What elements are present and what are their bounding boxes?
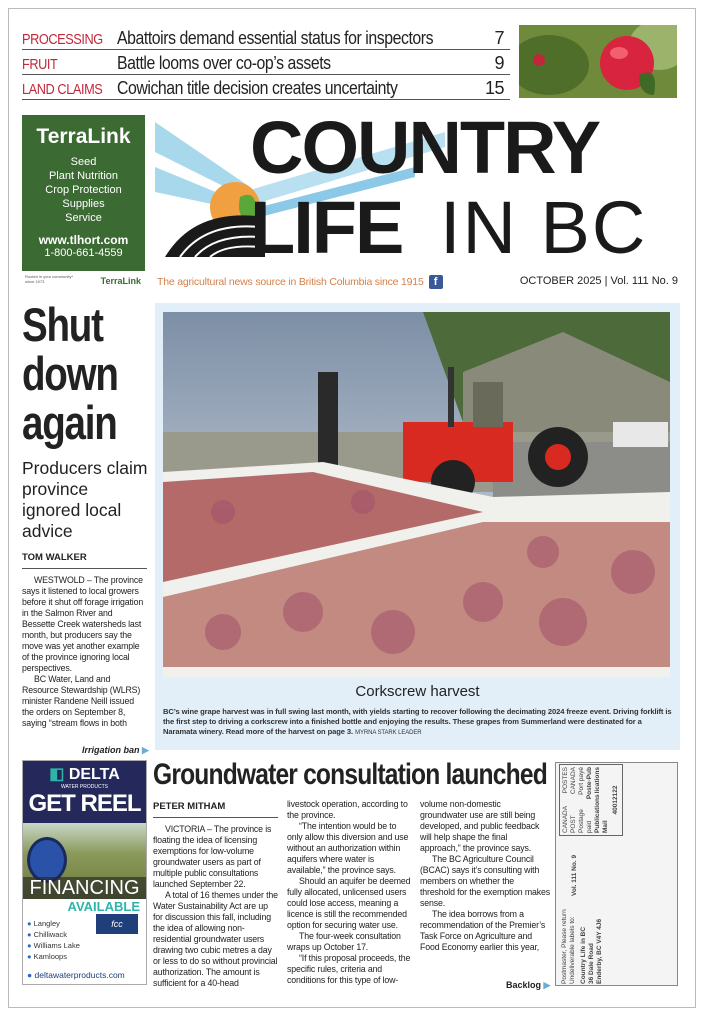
delta-water-ad[interactable] xyxy=(22,760,147,985)
teaser-page: 7 xyxy=(494,28,504,48)
delta-financing: FINANCING xyxy=(23,877,146,899)
delta-logo-icon: ◧ xyxy=(49,766,65,783)
paragraph: The four-week consultation wraps up October 17. xyxy=(287,931,401,952)
photo-feature xyxy=(155,303,680,750)
address-line: Country Life in BC xyxy=(580,926,587,984)
facebook-icon[interactable]: f xyxy=(429,275,443,289)
teaser-category: LAND CLAIMS xyxy=(22,81,103,98)
second-byline: PETER MITHAM xyxy=(153,801,278,818)
tagline-row xyxy=(157,275,443,289)
teaser-page: 9 xyxy=(494,53,504,73)
paragraph: The idea borrows from a recommendation of the Premier’s Task Force on Agriculture and Food Economy earlier this year, xyxy=(420,909,546,952)
paragraph: A total of 16 themes under the Water Sustainability Act are up for discussion this fall, including the idea of allowing non-residential groundwater users drawing two cubic metres a day or less to do so without provincial authorization. The amount is sufficient for a 40-head xyxy=(153,890,278,988)
arrow-right-icon: ▶ xyxy=(142,745,149,755)
masthead-title-life: LIFE xyxy=(250,186,403,269)
photo-caption xyxy=(163,707,672,738)
postage-indicia: CANADA POST Postage paid Publications Mail POSTES CANADA Port payé Poste-Publications 40012122 xyxy=(559,764,623,836)
paragraph: WESTWOLD – The province says it listened to local growers before it shut off forage irrigation in the Salmon River and Bessette Creek watersheds last month, but producers say the move was yet another example of the province ignoring local perspectives. xyxy=(22,575,144,673)
lead-byline: TOM WALKER xyxy=(22,552,147,569)
paragraph: volume non-domestic groundwater use are still being developed, and public feedback will help shape the final approach,” the province says. xyxy=(420,799,540,853)
paragraph: The BC Agriculture Council (BCAC) says it’s consulting with members on whether the threshold for the exemption makes sense. xyxy=(420,854,551,908)
delta-url[interactable]: deltawaterproducts.com xyxy=(34,970,125,980)
terralink-slogan: Rooted in your community* since 1973 xyxy=(25,274,74,284)
terralink-brand: TerraLink xyxy=(36,125,131,148)
jump-label: Irrigation ban xyxy=(82,745,140,755)
terralink-footer-logo: TerraLink xyxy=(100,276,141,286)
caption-text: BC’s wine grape harvest was in full swing last month, with yields starting to recover following the decimating 2024 freeze event. Driving forklift is the first step to driving a corkscrew into a finished bottle and enjoying the results. These grapes from Summerland were destinated for a Naramata winery. Read more of the harvest on page 3. xyxy=(163,707,672,736)
service-item: Seed xyxy=(70,156,97,168)
delta-headline: GET REEL xyxy=(28,790,141,817)
terralink-phone: 1-800-661-4559 xyxy=(44,247,123,259)
permit-number: 40012122 xyxy=(612,785,619,815)
second-story-col1 xyxy=(153,801,278,989)
masthead-title-in-bc: IN BC xyxy=(440,186,648,269)
delta-brand-sub: WATER PRODUCTS xyxy=(61,784,108,790)
second-headline[interactable]: Groundwater consultation launched xyxy=(153,758,547,791)
apple-photo xyxy=(519,25,677,98)
lead-subhead: Producers claim province ignored local advice xyxy=(22,458,148,541)
paragraph: Should an aquifer be deemed fully allocated, unlicensed users could lose access, meaning a licence is still the recommended option for securing water use. xyxy=(287,876,411,930)
globe-icon: ● xyxy=(27,970,33,980)
paragraph: “If this proposal proceeds, the specific rules, criteria and conditions for this type of low- xyxy=(287,953,411,985)
teaser-category: FRUIT xyxy=(22,56,58,73)
teaser-row[interactable] xyxy=(22,28,510,50)
delta-brand: DELTA xyxy=(68,766,120,783)
terralink-ad[interactable] xyxy=(22,115,145,291)
masthead-title-line1: COUNTRY xyxy=(250,106,600,189)
teaser-row[interactable] xyxy=(22,78,510,100)
teaser-row[interactable] xyxy=(22,53,510,75)
mailing-label-box xyxy=(555,762,678,986)
lead-story-body xyxy=(22,552,147,729)
teaser-category: PROCESSING xyxy=(22,31,103,48)
issue-date: OCTOBER 2025 | Vol. 111 No. 9 xyxy=(519,275,678,287)
second-story-col2 xyxy=(287,799,413,986)
location-item: ● Chilliwack xyxy=(27,930,67,939)
irrigation-ban-jump-link[interactable] xyxy=(82,745,149,756)
delta-available: AVAILABLE xyxy=(67,899,140,914)
paragraph: VICTORIA – The province is floating the idea of licensing exemptions for low-volume groundwater users as part of multiple public consultations launched September 22. xyxy=(153,824,272,889)
location-item: ● Williams Lake xyxy=(27,941,80,950)
lead-headline[interactable]: Shut down again xyxy=(22,298,118,449)
mailing-volume: Vol. 111 No. 9 xyxy=(571,854,578,896)
location-item: ● Kamloops xyxy=(27,952,67,961)
second-story-col3 xyxy=(420,799,550,953)
masthead xyxy=(155,106,683,269)
photo-title: Corkscrew harvest xyxy=(355,683,480,700)
teaser-page: 15 xyxy=(484,78,504,98)
teaser-headline[interactable]: Cowichan title decision creates uncertainty xyxy=(117,78,398,98)
photo-credit: MYRNA STARK LEADER xyxy=(355,730,422,736)
service-item: Plant Nutrition xyxy=(48,170,119,182)
jump-label: Backlog xyxy=(506,980,542,990)
tagline: The agricultural news source in British Columbia since 1915 xyxy=(157,276,424,288)
service-item: Crop Protection xyxy=(45,184,122,196)
teaser-headline[interactable]: Battle looms over co-op’s assets xyxy=(117,53,331,73)
address-line: 36 Dale Road xyxy=(588,943,595,984)
arrow-right-icon: ▶ xyxy=(543,980,551,990)
paragraph: livestock operation, according to the province. xyxy=(287,799,408,820)
paragraph: “The intention would be to only allow this diversion and use without an authorization within aquifers where water is available,” the province says. xyxy=(287,821,409,875)
address-line: Enderby, BC V4Y 4J6 xyxy=(596,918,603,984)
fcc-logo: fcc xyxy=(96,914,138,934)
return-note: Postmaster, Please return Undeliverable labels to: xyxy=(561,909,576,984)
backlog-jump-link[interactable] xyxy=(506,980,550,991)
paragraph: BC Water, Land and Resource Stewardship (WLRS) minister Randene Neill issued the orders on September 8, saying “stream flows in both xyxy=(22,674,141,728)
grape-harvest-photo xyxy=(163,312,670,677)
service-item: Service xyxy=(65,212,102,224)
service-item: Supplies xyxy=(62,198,105,210)
location-item: ● Langley xyxy=(27,919,60,928)
teaser-headline[interactable]: Abattoirs demand essential status for inspectors xyxy=(117,28,434,48)
terralink-url[interactable]: www.tlhort.com xyxy=(38,233,129,247)
reel-photo xyxy=(23,823,146,899)
